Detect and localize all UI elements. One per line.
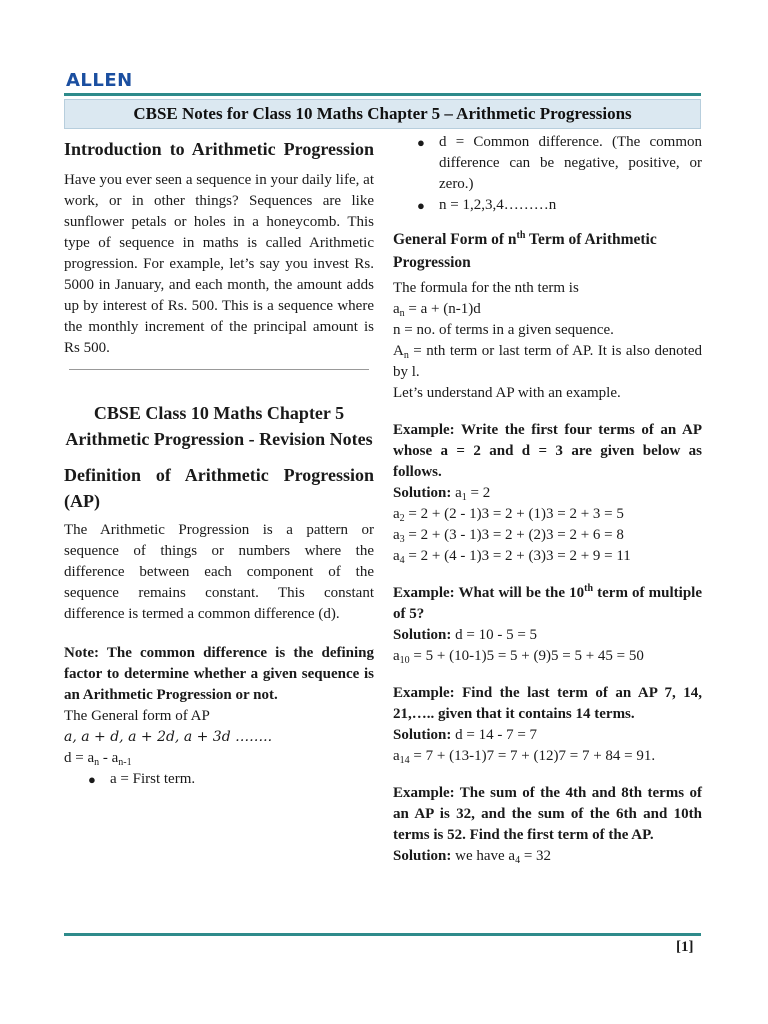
- header-rule: [64, 93, 701, 96]
- bullet-item: [64, 769, 374, 790]
- solution-sub: 10: [399, 655, 410, 666]
- example-1-solution: [393, 483, 702, 504]
- document-title: CBSE Notes for Class 10 Maths Chapter 5 – Arithmetic Progressions: [133, 104, 632, 123]
- example-1-line: $a_3 = 2 + (3 - 1)3 = 2 + (2)3 = 2 + 6 = 8$: [393, 527, 624, 545]
- example-3-solution: [393, 725, 702, 746]
- solution-text: = 32: [520, 848, 552, 864]
- question-text: term of multiple of 5?: [393, 585, 703, 622]
- an-text: = nth term or last term of AP. It is also denoted by l.: [393, 343, 702, 380]
- general-form-expression: a, a + d, a + 2d, a + 3d ……..: [64, 729, 273, 745]
- bullet-icon: ●: [88, 772, 96, 787]
- heading-text: Term of Arithmetic Progression: [393, 231, 657, 271]
- solution-text: d = 10 - 5 = 5: [451, 627, 538, 643]
- example-2-line: $a_{10} = 5 + (10-1)5 = 5 + (9)5 = 5 + 45 = 50$: [393, 648, 644, 666]
- solution-label: Solution:: [393, 485, 452, 501]
- solution-text: = 7 + (13-1)7 = 7 + (12)7 = 7 + 84 = 91.: [409, 748, 656, 764]
- bullet-text: d = Common difference. (The common difference can be negative, positive, or zero.): [439, 134, 702, 192]
- left-column: [64, 132, 374, 790]
- nth-term-formula: [393, 299, 702, 320]
- formula-text: = a + (n-1)d: [404, 301, 481, 317]
- example-2-solution: [393, 625, 702, 646]
- solution-label: Solution:: [393, 627, 452, 643]
- solution-sub: 1: [461, 492, 467, 503]
- note-paragraph: Note: The common difference is the defining factor to determine whether a given sequence is an Arithmetic Progression or not.: [64, 645, 374, 703]
- example-1-line: $a_4 = 2 + (4 - 1)3 = 2 + (3)3 = 2 + 9 = 11$: [393, 548, 631, 566]
- question-sup: th: [584, 583, 594, 594]
- document-title-box: [64, 99, 701, 129]
- intro-heading: Introduction to Arithmetic Progression: [64, 139, 374, 159]
- heading-sup: th: [516, 230, 526, 241]
- solution-text: = 5 + (10-1)5 = 5 + (9)5 = 5 + 45 = 50: [409, 648, 644, 664]
- formula-text: a: [393, 301, 400, 317]
- definition-heading: Definition of Arithmetic Progression (AP): [64, 465, 374, 511]
- example-1-line: $a_2 = 2 + (2 - 1)3 = 2 + (1)3 = 2 + 3 = 5$: [393, 506, 624, 524]
- solution-text: = 2: [466, 485, 491, 501]
- heading-text: General Form of n: [393, 231, 517, 248]
- example-2-question: [393, 583, 702, 625]
- example-1-question: Example: Write the first four terms of an AP whose a = 2 and d = 3 are given below as follows.: [393, 422, 702, 480]
- example-4-solution: [393, 846, 702, 867]
- solution-text: a: [451, 485, 462, 501]
- solution-text: d = 14 - 7 = 7: [451, 727, 538, 743]
- n-definition: n = no. of terms in a given sequence.: [393, 322, 614, 338]
- definition-paragraph: The Arithmetic Progression is a pattern or sequence of things or numbers where the difference between each component of the sequence remains constant. This constant difference is termed a common difference (d).: [64, 522, 374, 622]
- divider: [69, 369, 369, 370]
- solution-label: Solution:: [393, 727, 452, 743]
- bullet-text: n = 1,2,3,4………n: [439, 197, 557, 213]
- general-form-heading: [393, 228, 702, 274]
- formula-sub: n: [399, 308, 405, 319]
- lets-understand: Let’s understand AP with an example.: [393, 385, 621, 401]
- solution-sub: 2: [399, 513, 405, 524]
- solution-sub: 3: [399, 534, 405, 545]
- example-4-question: Example: The sum of the 4th and 8th terms of an AP is 32, and the sum of the 6th and 10th terms is 52. Find the first term of the AP.: [393, 785, 702, 843]
- solution-sub: 4: [399, 555, 405, 566]
- footer-rule: [64, 933, 701, 936]
- page-number: [1]: [676, 939, 694, 955]
- solution-text: = 2 + (2 - 1)3 = 2 + (1)3 = 2 + 3 = 5: [404, 506, 624, 522]
- solution-text: we have a: [451, 848, 516, 864]
- example-3-line: $a_{14} = 7 + (13-1)7 = 7 + (12)7 = 7 + 84 = 91$.: [393, 748, 656, 766]
- intro-paragraph: Have you ever seen a sequence in your daily life, at work, or in other things? Sequences are like sunflower petals or holes in a honeycomb. This type of sequence in maths is called Arithmetic progression. For example, let’s say you invest Rs. 5000 in January, and each month, the amount adds up by interest of Rs. 500. This is a sequence where the monthly increment of the principal amount is Rs 500.: [64, 172, 374, 356]
- bullet-icon: ●: [417, 198, 425, 213]
- solution-sub: 14: [399, 755, 410, 766]
- d-formula-text: d = a: [64, 750, 95, 766]
- question-text: Example: What will be the 10: [393, 585, 585, 601]
- bullet-icon: ●: [417, 135, 425, 150]
- general-form-label: The General form of AP: [64, 708, 210, 724]
- right-column: [393, 132, 702, 867]
- example-3-question: Example: Find the last term of an AP 7, 14, 21,….. given that it contains 14 terms.: [393, 685, 702, 722]
- revision-notes-title: CBSE Class 10 Maths Chapter 5 Arithmetic Progression - Revision Notes: [65, 403, 373, 449]
- solution-text: = 2 + (3 - 1)3 = 2 + (2)3 = 2 + 6 = 8: [404, 527, 624, 543]
- d-formula-sub: n-1: [118, 757, 132, 768]
- d-formula-sub: n: [94, 757, 100, 768]
- bullet-text: a = First term.: [110, 771, 196, 787]
- an-definition: [393, 341, 702, 383]
- an-sub: n: [403, 350, 409, 361]
- allen-logo: ALLEN: [66, 70, 133, 91]
- bullet-item: [393, 195, 702, 216]
- solution-text: = 2 + (4 - 1)3 = 2 + (3)3 = 2 + 9 = 11: [404, 548, 631, 564]
- an-text: A: [393, 343, 404, 359]
- common-difference-formula: [64, 748, 374, 769]
- bullet-item: [393, 132, 702, 195]
- d-formula-text: - a: [99, 750, 119, 766]
- solution-label: Solution:: [393, 848, 452, 864]
- formula-intro: The formula for the nth term is: [393, 280, 579, 296]
- solution-sub: 4: [515, 855, 521, 866]
